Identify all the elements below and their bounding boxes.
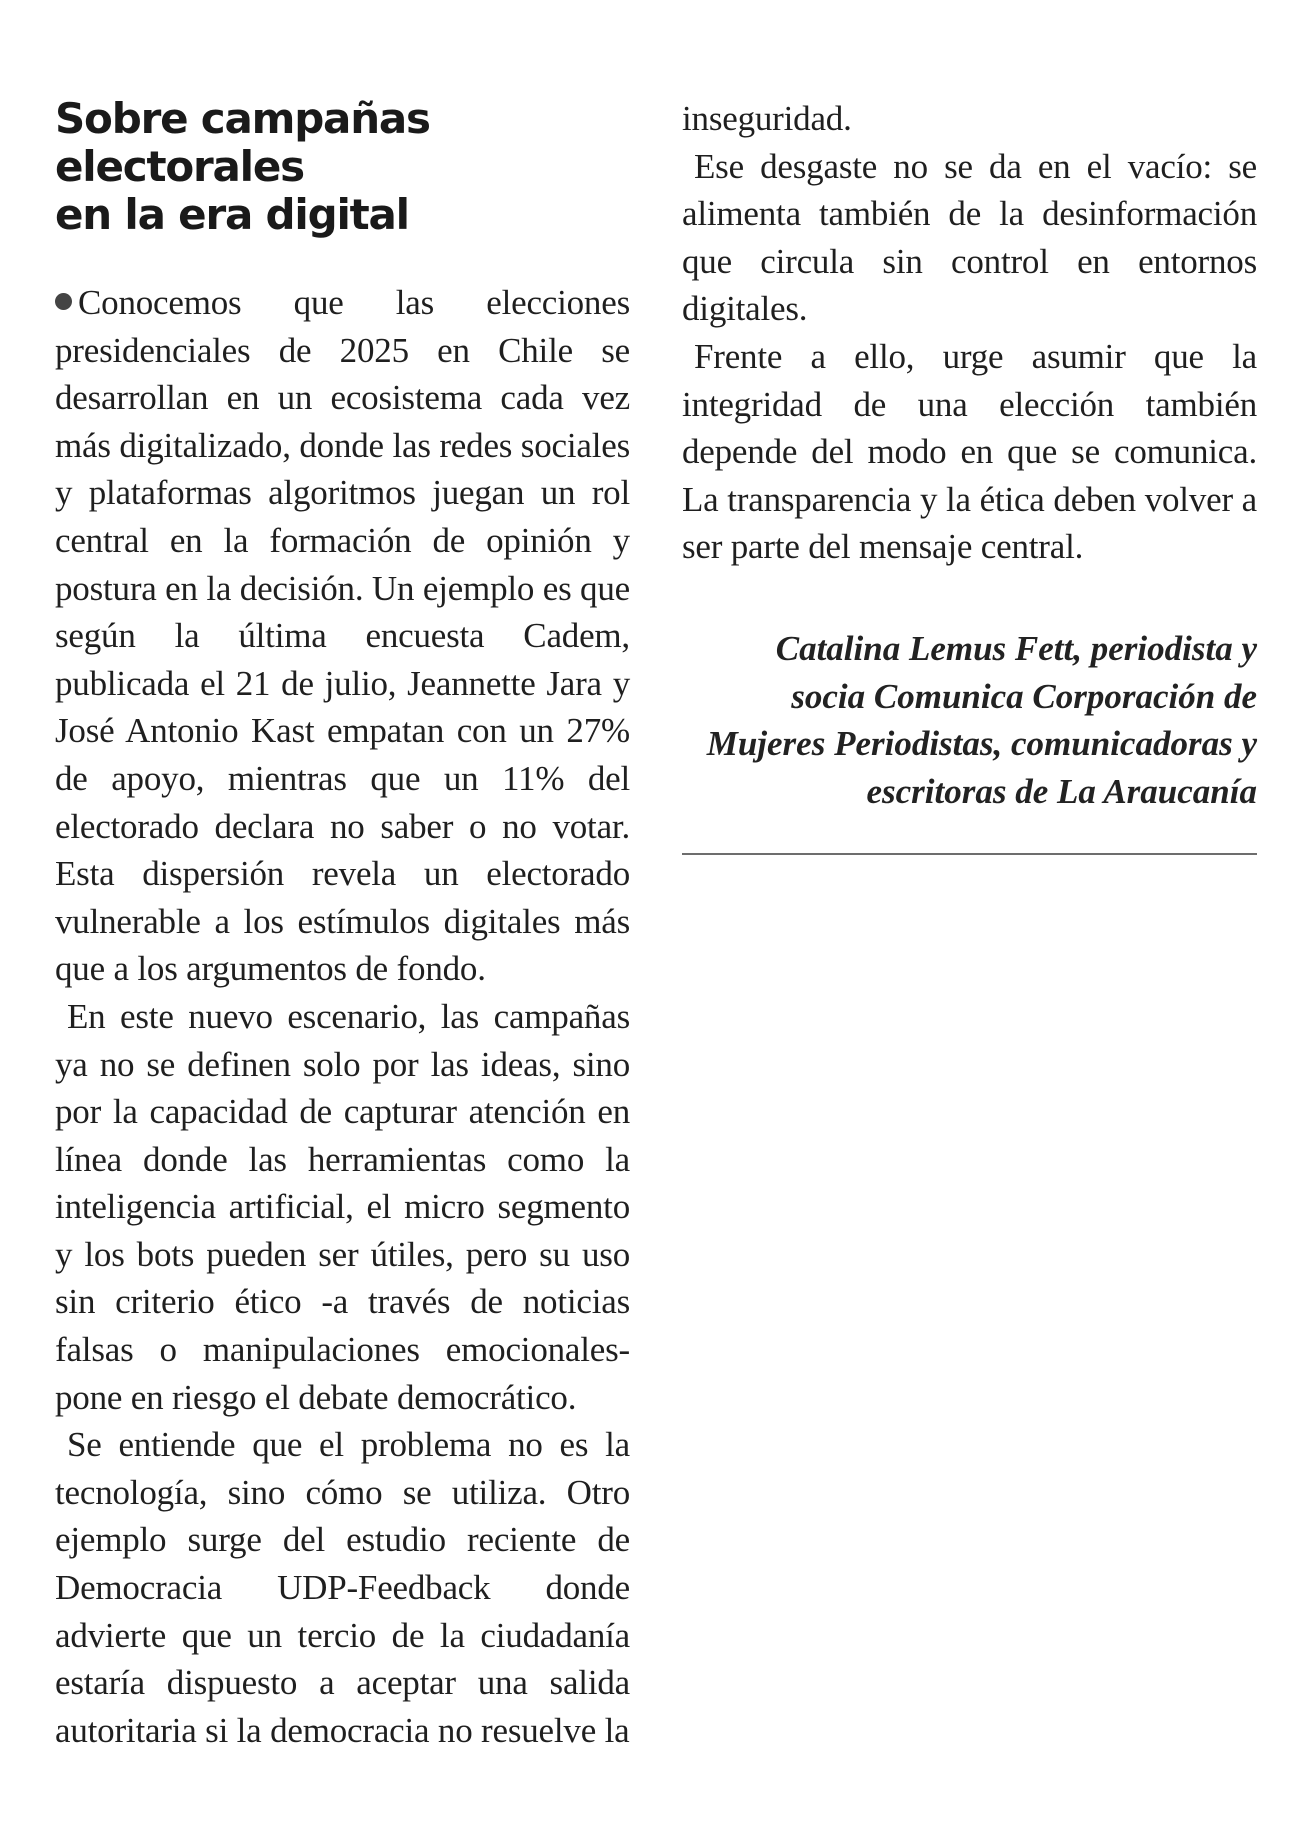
paragraph-1 bbox=[55, 279, 630, 993]
headline-line-1: Sobre campañas electorales bbox=[55, 94, 430, 191]
headline-line-2: en la era digital bbox=[55, 190, 409, 239]
headline bbox=[55, 95, 630, 239]
left-column bbox=[55, 95, 630, 1754]
paragraph-2: En este nuevo escenario, las campañas ya no se definen solo por las ideas, sino por la capacidad de capturar atención en línea donde las herramientas como la inteligencia artificial, el micro segmento y los bots pueden ser útiles, pero su uso sin criterio ético -a través de noticias falsas o manipulaciones emocionales- pone en riesgo el debate democrático. bbox=[55, 996, 630, 1417]
paragraph-1-text: Conocemos que las elecciones presidenciales de 2025 en Chile se desarrollan en un ecosistema cada vez más digitalizado, donde las redes sociales y plataformas algoritmos juegan un rol central en la formación de opinión y postura en la decisión. Un ejemplo es que según la última encuesta Cadem, publicada el 21 de julio, Jeannette Jara y José Antonio Kast empatan con un 27% de apoyo, mientras que un 11% del electorado declara no saber o no votar. Esta dispersión revela un electorado vulnerable a los estímulos digitales más que a los argumentos de fondo. bbox=[55, 283, 630, 989]
paragraph-4: inseguridad. bbox=[682, 99, 852, 138]
paragraph-6: Frente a ello, urge asumir que la integridad de una elección también depende del modo en que se comunica. La transparencia y la ética deben volver a ser parte del mensaje central. bbox=[682, 336, 1257, 567]
right-column bbox=[682, 95, 1257, 855]
bullet-icon bbox=[55, 293, 72, 310]
divider-line bbox=[682, 853, 1257, 855]
author-signature: Catalina Lemus Fett, periodista y socia Comunica Corporación de Mujeres Periodistas, comunicadoras y escritoras de La Araucanía bbox=[706, 628, 1257, 811]
paragraph-5: Ese desgaste no se da en el vacío: se alimenta también de la desinformación que circula sin control en entornos digitales. bbox=[682, 146, 1257, 329]
paragraph-3: Se entiende que el problema no es la tecnología, sino cómo se utiliza. Otro ejemplo surge del estudio reciente de Democracia UDP-Feedback donde advierte que un tercio de la ciudadanía estaría dispuesto a aceptar una salida autoritaria si la democracia no resuelve la bbox=[55, 1425, 630, 1750]
